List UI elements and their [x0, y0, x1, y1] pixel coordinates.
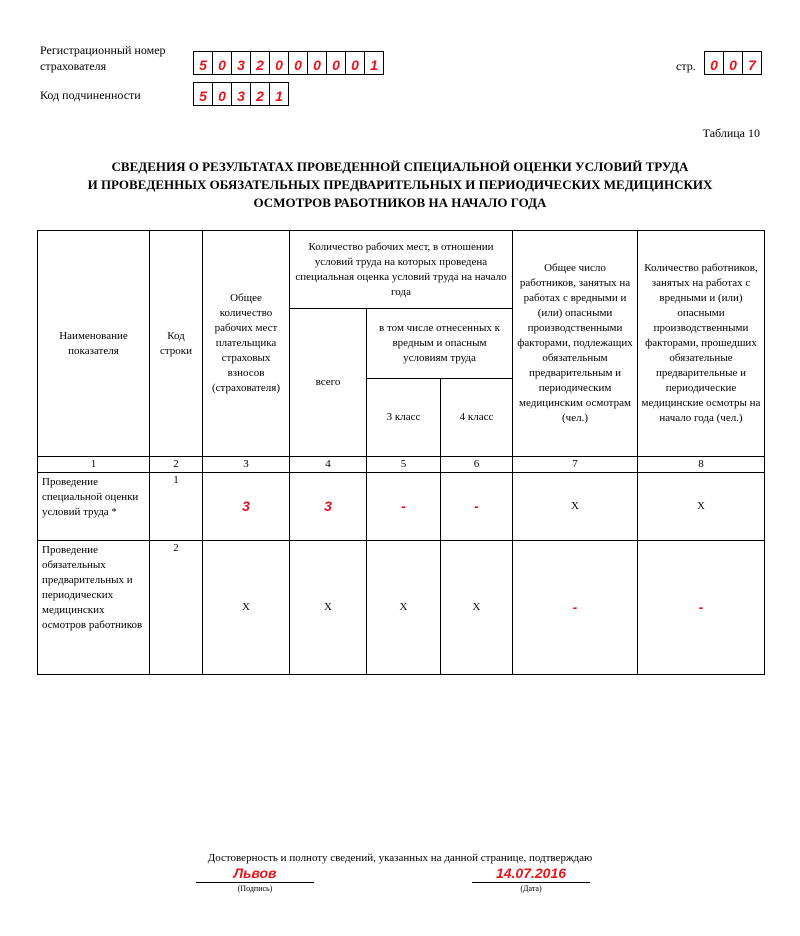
col-header-class3: 3 класс [367, 379, 441, 457]
reg-number-label-line1: Регистрационный номер [40, 43, 166, 57]
subordination-code-cell[interactable] [194, 83, 213, 105]
table-row [38, 541, 765, 675]
reg-number-cell[interactable] [346, 52, 365, 74]
page-number-field[interactable] [704, 51, 762, 75]
signature-line [196, 882, 314, 883]
row-2-assessed-total: X [290, 541, 367, 675]
reg-number-cell[interactable] [308, 52, 327, 74]
reg-number-digit: 0 [294, 57, 302, 73]
title-line-3: ОСМОТРОВ РАБОТНИКОВ НА НАЧАЛО ГОДА [253, 195, 547, 210]
reg-number-cell[interactable] [251, 52, 270, 74]
reg-number-cell[interactable] [213, 52, 232, 74]
reg-number-digit: 0 [275, 57, 283, 73]
row-1-employees-subject: X [513, 473, 638, 541]
reg-number-cell[interactable] [289, 52, 308, 74]
col-header-harmful: в том числе отнесенных к вредным и опасным условиям труда [367, 309, 513, 379]
reg-number-digit: 0 [313, 57, 321, 73]
subordination-code-digit: 3 [237, 88, 245, 104]
reg-number-digit: 3 [237, 57, 245, 73]
reg-number-cell[interactable] [365, 52, 384, 74]
page-number-cell[interactable] [705, 52, 724, 74]
signature-value[interactable]: Львов [233, 865, 277, 881]
reg-number-digit: 0 [351, 57, 359, 73]
row-2-employees-subject[interactable]: - [513, 541, 638, 675]
column-number: 5 [367, 457, 441, 473]
row-2-name: Проведение обязательных предварительных и периодических медицинских осмотров работников [38, 541, 150, 675]
column-number-row [38, 457, 765, 473]
row-1-code: 1 [150, 473, 203, 541]
reg-number-digit: 2 [256, 57, 264, 73]
reg-number-digit: 0 [218, 57, 226, 73]
row-1-employees-passed: X [638, 473, 765, 541]
row-1-name: Проведение специальной оценки условий труда * [38, 473, 150, 541]
subordination-code-cell[interactable] [251, 83, 270, 105]
reg-number-label-line2: страхователя [40, 59, 107, 73]
page-number-cell[interactable] [743, 52, 762, 74]
col-header-assessed-workplaces: Количество рабочих мест, в отношении условий труда на которых проведена специальная оценка условий труда на начало года [290, 231, 513, 309]
column-number: 3 [203, 457, 290, 473]
reg-number-digit: 5 [199, 57, 207, 73]
row-2-employees-passed[interactable]: - [638, 541, 765, 675]
report-table [37, 230, 765, 675]
row-2-class3: X [367, 541, 441, 675]
row-1-class4[interactable]: - [441, 473, 513, 541]
page-number-digit: 7 [748, 57, 756, 73]
subordination-code-digit: 0 [218, 88, 226, 104]
column-number: 4 [290, 457, 367, 473]
reg-number-digit: 1 [370, 57, 378, 73]
table-number: Таблица 10 [702, 126, 760, 140]
column-number: 2 [150, 457, 203, 473]
row-2-total-workplaces: X [203, 541, 290, 675]
table-row [38, 473, 765, 541]
date-caption: (Дата) [520, 884, 542, 893]
reg-number-cell[interactable] [194, 52, 213, 74]
title-line-2: И ПРОВЕДЕННЫХ ОБЯЗАТЕЛЬНЫХ ПРЕДВАРИТЕЛЬНЫХ И ПЕРИОДИЧЕСКИХ МЕДИЦИНСКИХ [87, 177, 713, 192]
reg-number-cell[interactable] [232, 52, 251, 74]
date-line [472, 882, 590, 883]
date-value[interactable]: 14.07.2016 [495, 865, 567, 881]
document-title [0, 158, 800, 212]
confirmation-statement: Достоверность и полноту сведений, указанных на данной странице, подтверждаю [207, 852, 593, 864]
reg-number-cell[interactable] [270, 52, 289, 74]
subordination-code-digit: 1 [275, 88, 283, 104]
row-1-total-workplaces[interactable]: 3 [203, 473, 290, 541]
column-number: 8 [638, 457, 765, 473]
page-number-digit: 0 [729, 57, 737, 73]
row-1-assessed-total[interactable]: 3 [290, 473, 367, 541]
subordination-code-digit: 2 [256, 88, 264, 104]
page-number-digit: 0 [710, 57, 718, 73]
col-header-total-workplaces: Общее количество рабочих мест плательщика страховых взносов (страхователя) [203, 231, 290, 457]
subordination-code-digit: 5 [199, 88, 207, 104]
subordination-code-cell[interactable] [213, 83, 232, 105]
col-header-indicator: Наименование показателя [38, 231, 150, 457]
subordination-code-field[interactable] [193, 82, 289, 106]
subordination-code-cell[interactable] [270, 83, 289, 105]
column-number: 1 [38, 457, 150, 473]
row-2-class4: X [441, 541, 513, 675]
page-label: стр. [676, 59, 696, 73]
title-line-1: СВЕДЕНИЯ О РЕЗУЛЬТАТАХ ПРОВЕДЕННОЙ СПЕЦИАЛЬНОЙ ОЦЕНКИ УСЛОВИЙ ТРУДА [111, 159, 689, 174]
col-header-employees-subject: Общее число работников, занятых на работах с вредными и (или) опасными производственными факторами, подлежащих обязательным предварительным и периодическим медицинским осмотрам (чел.) [513, 231, 638, 457]
row-1-class3[interactable]: - [367, 473, 441, 541]
col-header-class4: 4 класс [441, 379, 513, 457]
row-2-code: 2 [150, 541, 203, 675]
reg-number-field[interactable] [193, 51, 384, 75]
subordination-code-label: Код подчиненности [40, 88, 141, 102]
page-number-cell[interactable] [724, 52, 743, 74]
col-header-employees-passed: Количество работников, занятых на работах с вредными и (или) опасными производственными факторами, прошедших обязательные предварительные и периодические медицинские осмотры на начало года (чел.) [638, 231, 765, 457]
col-header-total: всего [290, 309, 367, 457]
subordination-code-cell[interactable] [232, 83, 251, 105]
reg-number-digit: 0 [332, 57, 340, 73]
column-number: 7 [513, 457, 638, 473]
reg-number-label [40, 42, 166, 74]
reg-number-cell[interactable] [327, 52, 346, 74]
column-number: 6 [441, 457, 513, 473]
signature-caption: (Подпись) [237, 884, 273, 893]
col-header-row-code: Код строки [150, 231, 203, 457]
